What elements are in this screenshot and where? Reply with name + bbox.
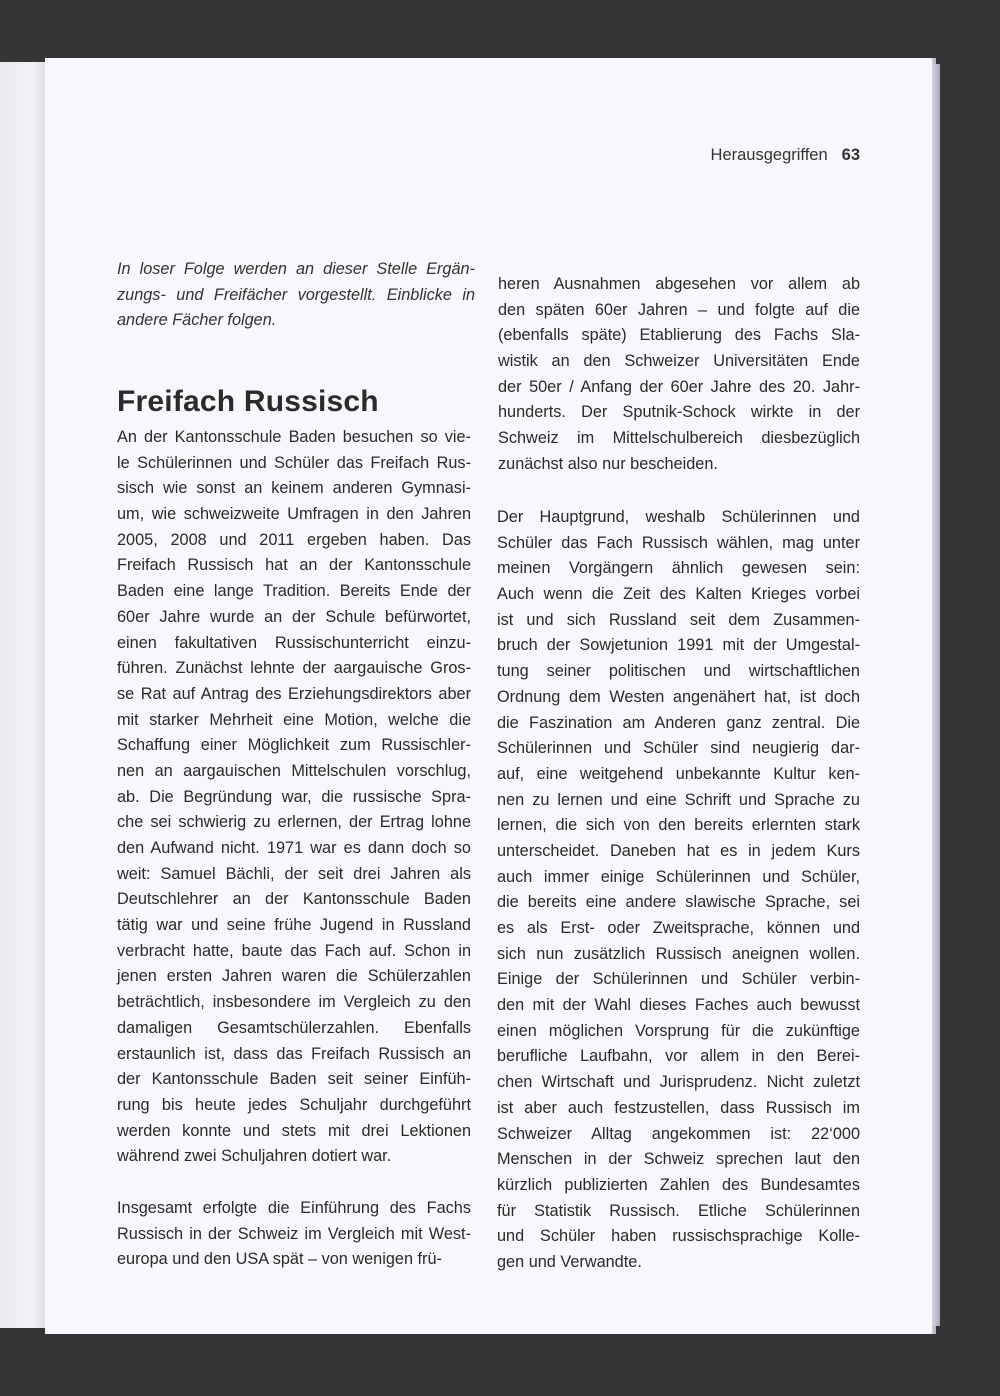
text-line: Ordnung dem Westen angenähert hat, ist doch — [497, 687, 860, 706]
previous-page-edge — [0, 62, 48, 1328]
text-line: erstaunlich ist, dass das Freifach Russisch an — [117, 1044, 471, 1063]
text-line: 2005, 2008 und 2011 ergeben haben. Das — [117, 530, 471, 549]
text-line: zungs- und Freifächer vorgestellt. Einblicke in — [117, 285, 475, 304]
text-line: Baden eine lange Tradition. Bereits Ende der — [117, 582, 471, 601]
text-line: den mit der Wahl dieses Faches auch bewusst — [497, 996, 860, 1015]
right-paragraph-2 — [497, 505, 860, 1276]
text-line: rung bis heute jedes Schuljahr durchgeführt — [117, 1095, 471, 1114]
text-line: einen fakultativen Russischunterricht einzu- — [117, 633, 471, 652]
text-line: In loser Folge werden an dieser Stelle Ergän- — [117, 260, 475, 278]
text-line: gen und Verwandte. — [497, 1252, 642, 1271]
text-line: Schüler das Fach Russisch wählen, mag unter — [497, 533, 860, 552]
text-line: andere Fächer folgen. — [117, 311, 277, 330]
text-line: der 50er / Anfang der 60er Jahre des 20. Jahr- — [498, 377, 860, 396]
text-line: Deutschlehrer an der Kantonsschule Baden — [117, 890, 471, 909]
text-line: weit: Samuel Bächli, der seit drei Jahren als — [117, 864, 471, 883]
text-line: Einige der Schülerinnen und Schüler verbin- — [497, 970, 860, 989]
text-line: ab. Die Begründung war, die russische Spra- — [117, 787, 471, 806]
text-line: beträchtlich, insbesondere im Vergleich zu den — [117, 993, 471, 1012]
text-line: heren Ausnahmen abgesehen vor allem ab — [498, 275, 860, 293]
text-line: für Statistik Russisch. Etliche Schülerinnen — [497, 1201, 860, 1220]
text-line: chen Wirtschaft und Jurisprudenz. Nicht zuletzt — [497, 1073, 860, 1092]
text-line: lernen, die sich von den bereits erlernten stark — [497, 816, 860, 835]
text-line: sich nun zusätzlich Russisch aneignen wollen. — [497, 944, 860, 963]
text-line: unterscheidet. Daneben hat es in jedem Kurs — [497, 841, 860, 860]
text-line: es als Erst- oder Zweitsprache, können und — [497, 919, 860, 937]
text-line: hunderts. Der Sputnik-Schock wirkte in der — [498, 403, 860, 422]
text-line: wistik an den Schweizer Universitäten Ende — [498, 352, 860, 371]
text-line: che sei schwierig zu erlernen, der Ertrag lohne — [117, 813, 471, 832]
text-line: zunächst also nur bescheiden. — [498, 454, 718, 473]
left-paragraph-2 — [117, 1196, 471, 1273]
intro-note — [117, 257, 475, 334]
article-title: Freifach Russisch — [117, 385, 379, 418]
text-line: damaligen Gesamtschülerzahlen. Ebenfalls — [117, 1018, 471, 1037]
text-line: Russisch in der Schweiz im Vergleich mit West- — [117, 1224, 471, 1243]
text-line: berufliche Laufbahn, vor allem in den Berei- — [497, 1047, 860, 1066]
text-line: bruch der Sowjetunion 1991 mit der Umgestal- — [497, 636, 860, 655]
text-line: Insgesamt erfolgte die Einführung des Fachs — [117, 1199, 471, 1217]
text-line: Schülerinnen und Schüler sind neugierig dar- — [497, 739, 860, 758]
text-line: die bereits eine andere slawische Sprache, sei — [497, 893, 860, 912]
text-line: Menschen in der Schweiz sprechen laut den — [497, 1150, 860, 1169]
text-line: tätig war und seine frühe Jugend in Russland — [117, 916, 471, 935]
text-line: An der Kantonsschule Baden besuchen so vie- — [117, 428, 471, 446]
text-line: nen an aargauischen Mittelschulen vorschlug, — [117, 761, 471, 780]
text-line: meinen Vorgängern ähnlich gewesen sein: — [497, 559, 860, 578]
text-line: Auch wenn die Zeit des Kalten Krieges vorbei — [497, 585, 860, 604]
text-line: während zwei Schuljahren dotiert war. — [117, 1147, 392, 1166]
text-line: le Schülerinnen und Schüler das Freifach Rus- — [117, 453, 471, 472]
text-line: mit starker Mehrheit eine Motion, welche die — [117, 710, 471, 729]
text-line: Schweizer Alltag angekommen ist: 22‘000 — [497, 1124, 860, 1143]
text-line: und Schüler haben russischsprachige Kolle- — [497, 1227, 860, 1246]
text-line: kürzlich publizierten Zahlen des Bundesamtes — [497, 1175, 860, 1194]
text-line: Freifach Russisch hat an der Kantonsschule — [117, 556, 471, 575]
section-title: Herausgegriffen — [710, 146, 828, 164]
text-line: ist und sich Russland seit dem Zusammen- — [497, 610, 860, 629]
text-line: der Kantonsschule Baden seit seiner Einfüh- — [117, 1070, 471, 1089]
text-line: den Aufwand nicht. 1971 war es dann doch so — [117, 839, 471, 857]
text-line: auch immer einige Schülerinnen und Schüler, — [497, 867, 860, 886]
text-line: die Faszination am Anderen ganz zentral. Die — [497, 713, 860, 732]
text-line: tung seiner politischen und wirtschaftlichen — [497, 662, 860, 681]
text-line: Der Hauptgrund, weshalb Schülerinnen und — [497, 508, 860, 526]
text-line: se Rat auf Antrag des Erziehungsdirektors aber — [117, 684, 471, 703]
text-line: werden konnte und stets mit drei Lektionen — [117, 1121, 471, 1140]
text-line: den späten 60er Jahren – und folgte auf die — [498, 300, 860, 319]
text-line: europa und den USA spät – von wenigen frü- — [117, 1250, 442, 1269]
text-line: verbracht hatte, baute das Fach auf. Schon in — [117, 941, 471, 960]
running-header — [711, 146, 860, 165]
text-line: (ebenfalls späte) Etablierung des Fachs Sla- — [498, 326, 860, 345]
text-line: ist aber auch festzustellen, dass Russisch im — [497, 1098, 860, 1117]
text-line: um, wie schweizweite Umfragen in den Jahren — [117, 505, 471, 524]
right-paragraph-1 — [498, 272, 860, 478]
page-number: 63 — [841, 146, 860, 164]
text-line: führen. Zunächst lehnte der aargauische Gros- — [117, 659, 471, 678]
text-line: einen möglichen Vorsprung für die zukünftige — [497, 1021, 860, 1040]
text-line: Schweiz im Mittelschulbereich diesbezüglich — [498, 429, 860, 448]
text-line: auf, eine weitgehend unbekannte Kultur ken- — [497, 764, 860, 783]
text-line: 60er Jahre wurde an der Schule befürwortet, — [117, 607, 471, 626]
text-line: nen zu lernen und eine Schrift und Sprache zu — [497, 790, 860, 809]
text-line: sisch wie sonst an keinem anderen Gymnasi- — [117, 479, 471, 498]
text-line: jenen ersten Jahren waren die Schülerzahlen — [117, 967, 471, 986]
text-line: Schaffung einer Möglichkeit zum Russischler- — [117, 736, 471, 755]
left-paragraph-1 — [117, 425, 471, 1170]
page-stack-edge — [932, 64, 940, 1326]
